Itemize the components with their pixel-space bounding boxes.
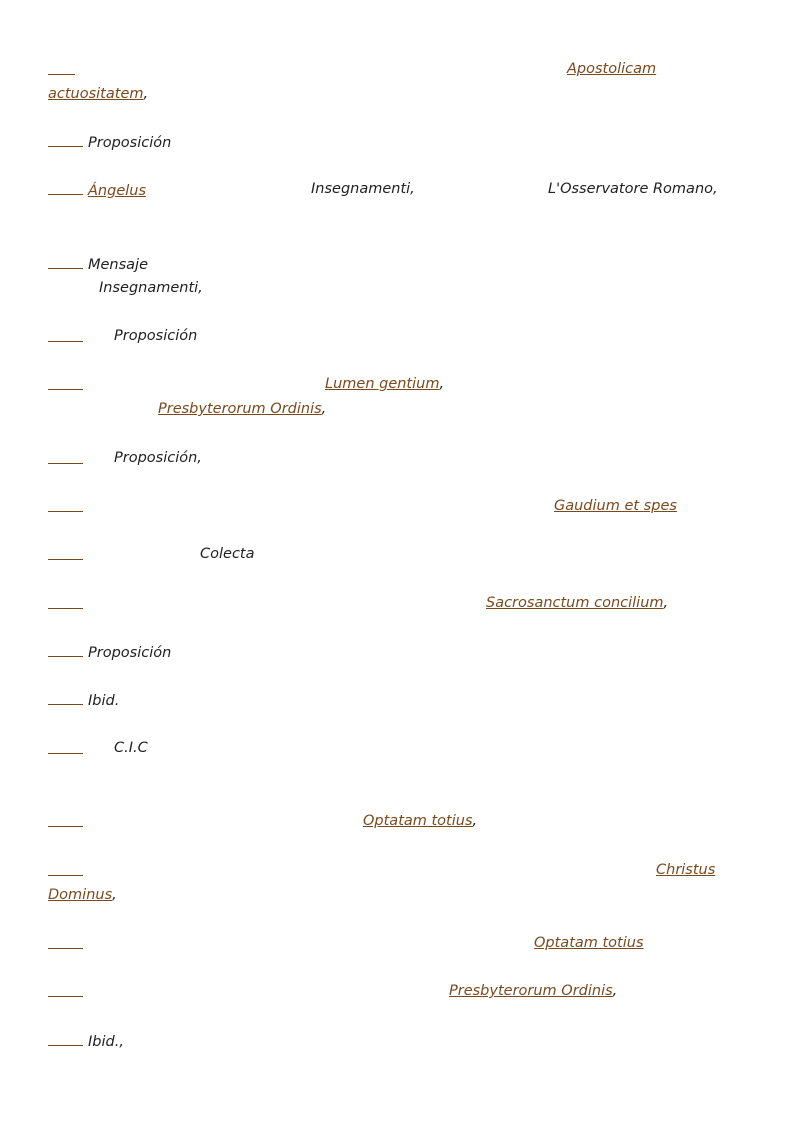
citation-link[interactable]: Sacrosanctum concilium [486,595,664,611]
footnote [48,639,718,666]
footnote-reference-link[interactable] [48,687,83,705]
footnote-text: L'Osservatore Romano, [548,181,718,197]
footnote [48,1028,718,1055]
footnote-reference-link[interactable] [48,858,83,876]
footnote: Lumen gentium, Presbyterorum Ordinis, [48,372,718,399]
footnote-reference-link[interactable] [48,129,83,147]
footnote-text: C.I.C [114,740,148,756]
footnote: Optatam totius, [48,809,718,836]
footnote-reference-link[interactable] [48,979,83,997]
footnote: Christus Dominus, [48,858,718,885]
footnote-reference-link[interactable] [48,542,83,560]
footnote-text: Insegnamenti, [99,280,203,296]
footnote: Sacrosanctum concilium, [48,591,718,618]
footnote-reference-link[interactable] [48,1028,83,1046]
footnote-text: Proposición [88,135,172,151]
citation-link[interactable]: Dominus [48,887,113,903]
footnote-reference-link[interactable] [48,494,83,512]
citation-link[interactable]: Christus [656,862,716,878]
footnote-reference-link[interactable] [48,809,83,827]
footnote-reference-link[interactable] [48,177,83,195]
footnote-reference-link[interactable] [48,591,83,609]
footnote-text: Mensaje [88,257,149,273]
footnote [48,687,718,714]
footnote-text: Ibid. [88,693,120,709]
footnote [48,736,718,763]
footnote: Presbyterorum Ordinis, [48,979,718,1006]
footnote [48,177,718,204]
citation-link[interactable]: Presbyterorum Ordinis [449,983,613,999]
footnote-text: Ibid., [88,1034,124,1050]
citation-link[interactable]: Ángelus [88,183,147,199]
citation-link[interactable]: Optatam totius [534,935,644,951]
citation-link[interactable]: Apostolicam [567,61,657,77]
citation-link[interactable]: Optatam totius [363,813,473,829]
footnote-reference-link[interactable] [48,324,83,342]
footnote [48,931,718,958]
footnote-reference-link[interactable] [48,639,83,657]
citation-link[interactable]: Gaudium et spes [554,498,677,514]
footnote-reference-link[interactable] [48,372,83,390]
footnote [48,251,718,296]
footnote-reference-link[interactable] [48,736,83,754]
footnote-text: Proposición [88,645,172,661]
footnote-text: Proposición [114,328,198,344]
footnote [48,494,718,521]
footnote-text: Proposición, [114,450,202,466]
footnote-reference-link[interactable] [48,251,83,269]
footnote-reference-link[interactable] [48,57,75,75]
footnote-reference-link[interactable] [48,931,83,949]
footnote-text: Colecta [200,546,255,562]
footnote: Apostolicam actuositatem, [48,57,718,84]
citation-link[interactable]: actuositatem [48,86,144,102]
footnote [48,542,718,569]
footnote-text: Insegnamenti, [311,181,415,197]
footnote [48,324,718,351]
footnote [48,446,718,473]
footnote [48,129,718,156]
footnote-reference-link[interactable] [48,446,83,464]
citation-link[interactable]: Presbyterorum Ordinis [158,401,322,417]
citation-link[interactable]: Lumen gentium [325,376,440,392]
